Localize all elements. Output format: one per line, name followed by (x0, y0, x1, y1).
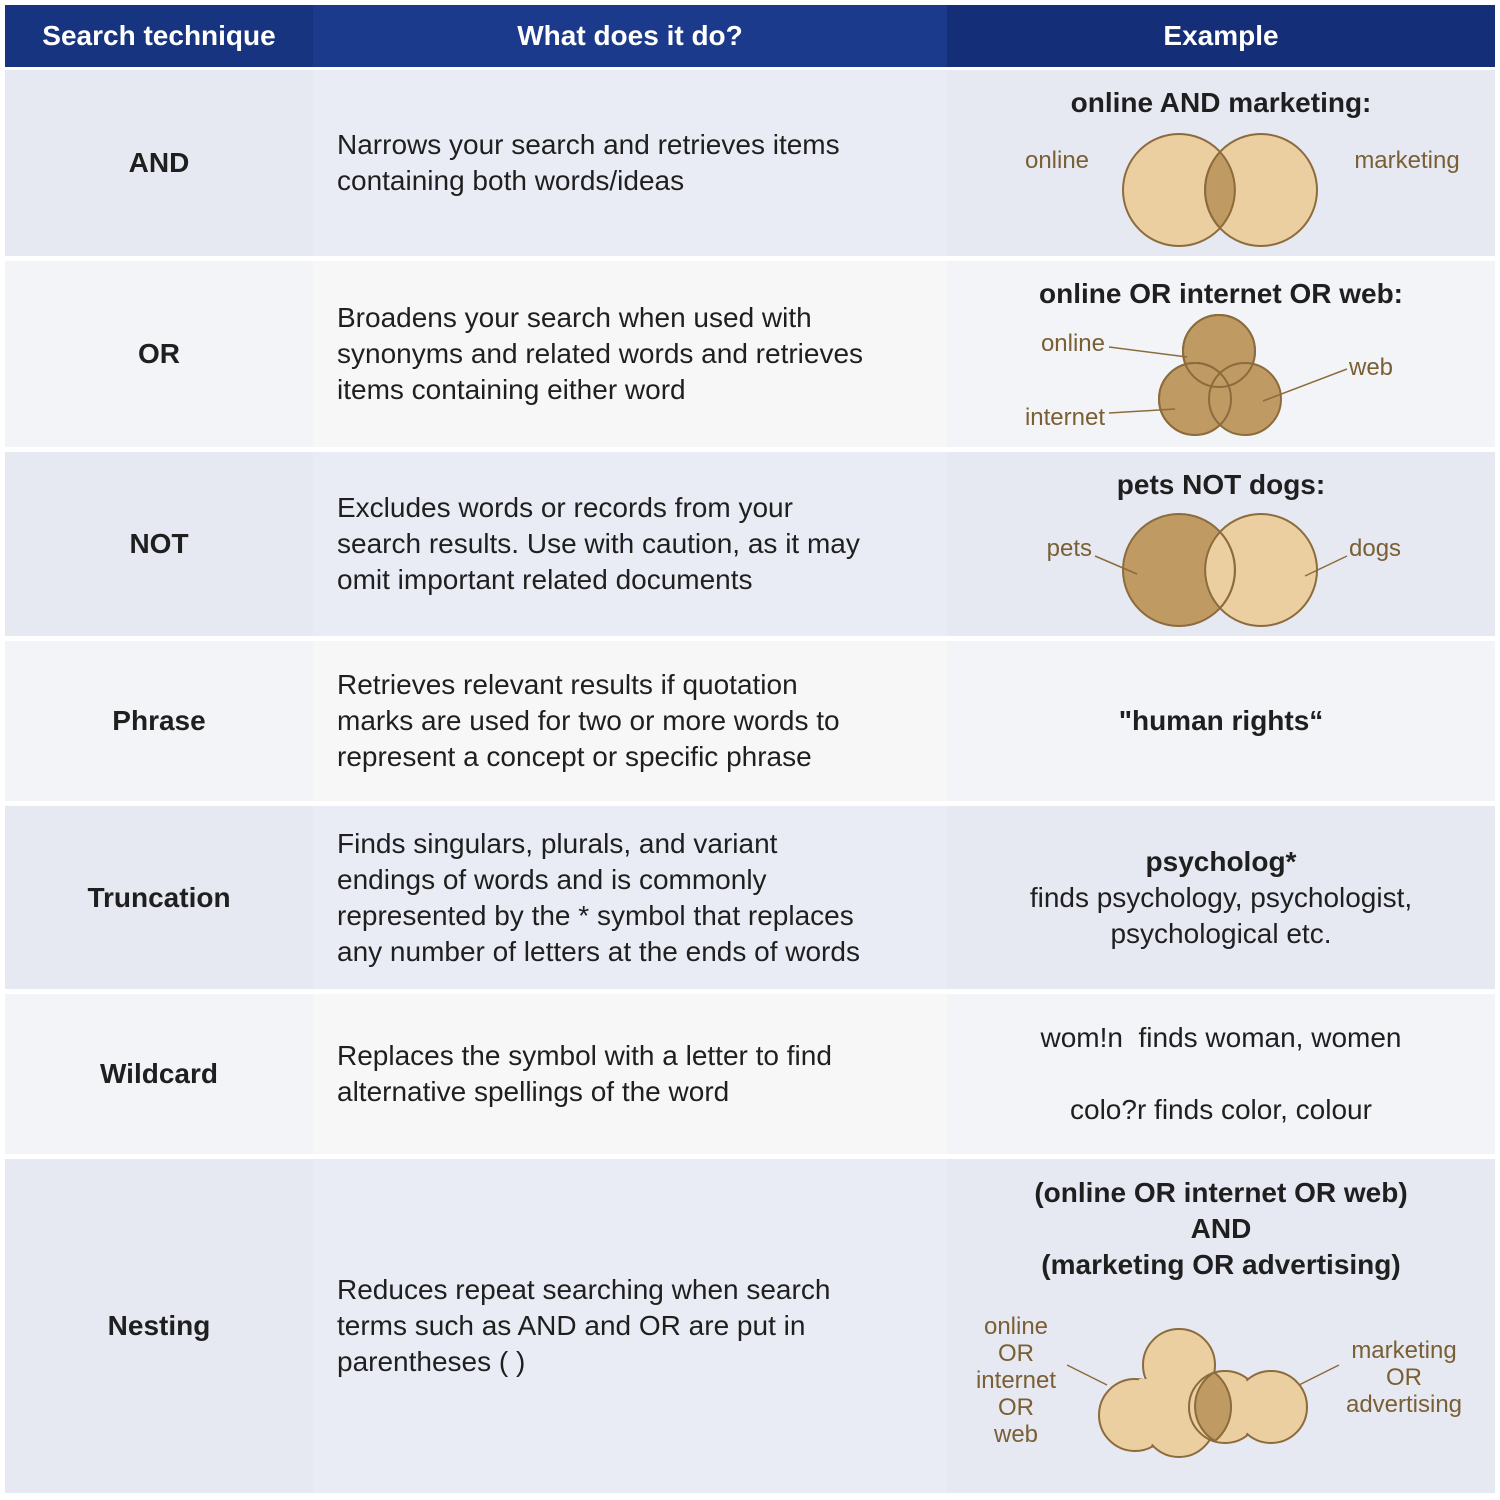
venn-label-right-line: OR (1386, 1364, 1422, 1391)
venn-label-left-line: OR (998, 1340, 1034, 1367)
description-line: terms such as AND and OR are put in (337, 1310, 806, 1341)
example-truncation (947, 806, 1495, 989)
table-row-phrase (5, 641, 1495, 801)
table-row-or (5, 261, 1495, 447)
description-line: represent a concept or specific phrase (337, 741, 812, 772)
example-title-line: (online OR internet OR web) (1034, 1177, 1408, 1208)
leader-line (1067, 1365, 1107, 1385)
venn-label-internet: internet (1024, 404, 1105, 431)
description-line: Finds singulars, plurals, and variant (337, 827, 778, 859)
venn-label-online: online (1024, 147, 1090, 174)
leader-line (1109, 347, 1187, 357)
description-line: Excludes words or records from your (337, 492, 793, 523)
venn-label-left-line: online (983, 1313, 1049, 1340)
example-title: online OR internet OR web: (1038, 278, 1404, 309)
venn-label-left-line: internet (975, 1367, 1057, 1394)
example-line: psychological etc. (1110, 917, 1332, 949)
table-row-not (5, 452, 1495, 636)
description-line: synonyms and related words and retrieves (337, 338, 864, 369)
and-venn-diagram (947, 70, 1495, 256)
description-line: Reduces repeat searching when search (337, 1274, 831, 1305)
header-what-does-it-do: What does it do? (313, 5, 947, 67)
example-phrase (947, 641, 1495, 801)
venn-label-pets: pets (1046, 535, 1092, 562)
header-search-technique: Search technique (5, 5, 313, 67)
description-wildcard (313, 994, 947, 1154)
technique-or: OR (5, 261, 313, 447)
example-not (947, 452, 1495, 636)
nesting-venn-diagram (947, 1159, 1495, 1493)
table-row-wildcard (5, 994, 1495, 1154)
description-line: parentheses ( ) (337, 1346, 526, 1377)
description-line: search results. Use with caution, as it may (337, 528, 860, 559)
description-not (313, 452, 947, 636)
header-example: Example (947, 5, 1495, 67)
example-title-line: AND (1190, 1213, 1252, 1244)
description-and (313, 70, 947, 256)
description-or (313, 261, 947, 447)
description-line: Retrieves relevant results if quotation (337, 669, 798, 700)
description-nesting (313, 1159, 947, 1493)
example-line: colo?r finds color, colour (1070, 1094, 1372, 1125)
description-line: Narrows your search and retrieves items (337, 129, 840, 160)
technique-and: AND (5, 70, 313, 256)
example-title: online AND marketing: (1070, 87, 1372, 118)
venn-label-left-line: web (993, 1421, 1039, 1448)
example-title: pets NOT dogs: (1116, 469, 1326, 500)
technique-phrase: Phrase (5, 641, 313, 801)
table-row-truncation (5, 806, 1495, 989)
search-techniques-table (5, 5, 1495, 1493)
description-line: any number of letters at the ends of words (337, 935, 860, 967)
venn-label-marketing: marketing (1354, 147, 1460, 174)
table-row-and (5, 70, 1495, 256)
table-row-nesting (5, 1159, 1495, 1493)
description-line: items containing either word (337, 374, 686, 405)
example-line: wom!n finds woman, women (1040, 1022, 1402, 1053)
technique-nesting: Nesting (5, 1159, 313, 1493)
not-venn-diagram (947, 452, 1495, 636)
example-line: finds psychology, psychologist, (1029, 881, 1413, 913)
table-header (5, 5, 1495, 67)
venn-label-right-line: marketing (1351, 1337, 1457, 1364)
example-phrase-text: "human rights“ (1118, 705, 1324, 736)
venn-label-right-line: advertising (1345, 1391, 1463, 1418)
venn-label-web: web (1349, 354, 1394, 381)
example-or (947, 261, 1495, 447)
description-line: alternative spellings of the word (337, 1076, 730, 1107)
technique-not: NOT (5, 452, 313, 636)
description-line: endings of words and is commonly (337, 863, 767, 895)
description-line: Replaces the symbol with a letter to find (337, 1040, 832, 1071)
description-line: omit important related documents (337, 564, 753, 595)
venn-label-online: online (1040, 330, 1105, 357)
leader-line (1299, 1365, 1339, 1385)
example-and (947, 70, 1495, 256)
description-truncation (313, 806, 947, 989)
technique-truncation: Truncation (5, 806, 313, 989)
example-title: psycholog* (1145, 845, 1297, 877)
venn-label-left-line: OR (998, 1394, 1034, 1421)
example-title-line: (marketing OR advertising) (1041, 1249, 1401, 1280)
description-line: Broadens your search when used with (337, 302, 812, 333)
description-line: marks are used for two or more words to (337, 705, 840, 736)
description-line: represented by the * symbol that replaces (337, 899, 854, 931)
venn-label-dogs: dogs (1349, 535, 1402, 562)
example-wildcard (947, 994, 1495, 1154)
description-line: containing both words/ideas (337, 165, 685, 196)
example-nesting (947, 1159, 1495, 1493)
technique-wildcard: Wildcard (5, 994, 313, 1154)
description-phrase (313, 641, 947, 801)
or-venn-diagram (947, 261, 1495, 447)
